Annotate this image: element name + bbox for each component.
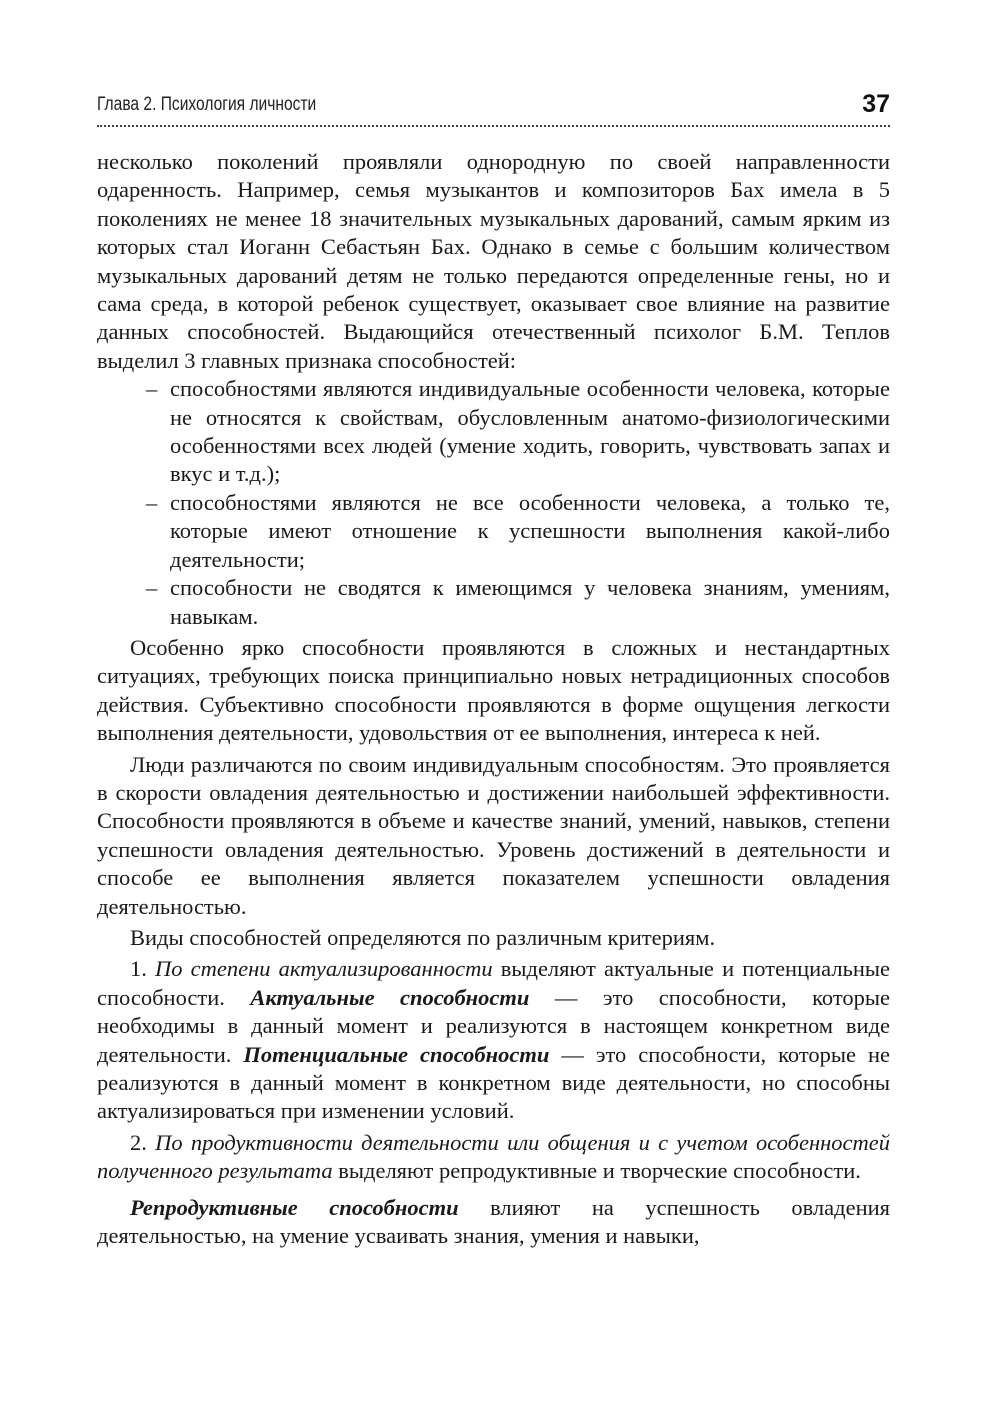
- item-number: 2.: [130, 1129, 156, 1155]
- paragraph-manifestation: Особенно ярко способности проявляются в сложных и нестандартных ситуациях, требующих поиска принципиально новых нетрадиционных способов действия. Субъективно способности проявляются в форме ощущения легкости выполнения деятельности, удовольствия от ее выполнения, интереса к ней.: [97, 634, 890, 746]
- term-actual-abilities: Актуальные способности: [250, 984, 530, 1010]
- paragraph-reproductive: [97, 1194, 890, 1251]
- list-item: – способности не сводятся к имеющимся у человека знаниям, умениям, навыкам.: [97, 574, 890, 631]
- paragraph-text: влияют на успешность овладения деятельностью, на умение усваивать знания, умения и навыки,: [97, 1194, 890, 1249]
- paragraph-heredity: несколько поколений проявляли однородную по своей направленности одаренность. Например, семья музыкантов и композиторов Бах имела в 5 поколениях не менее 18 значительных музыкальных дарований, самым ярким из которых стал Иоганн Себастьян Бах. Однако в семье с большим количеством музыкальных дарований детям не только передаются определенные гены, но и сама среда, в которой ребенок существует, оказывает свое влияние на развитие данных способностей. Выдающийся отечественный психолог Б.М. Теплов выделил 3 главных признака способностей:: [97, 149, 890, 373]
- page-number: 37: [862, 90, 890, 118]
- paragraph-actualization: [97, 955, 890, 1125]
- paragraph-productivity: [97, 1129, 890, 1186]
- paragraph-types-intro: Виды способностей определяются по различным критериям.: [130, 924, 716, 950]
- term-reproductive-abilities: Репродуктивные способности: [130, 1194, 459, 1220]
- item-number: 1.: [130, 956, 156, 982]
- paragraph-text: — это способности, которые не реализуются в данный момент в конкретном виде деятельности, но способны актуализироваться при изменении условий.: [97, 1041, 890, 1124]
- paragraph-text: выделяют актуальные и потенциальные способности.: [97, 956, 891, 1010]
- list-item: – способностями являются не все особенности человека, а только те, которые имеют отношение к успешности выполнения какой-либо деятельности;: [97, 489, 890, 574]
- criterion-text: По степени актуализированности: [155, 956, 493, 982]
- page-header: [97, 88, 890, 128]
- chapter-title: Глава 2. Психология личности: [97, 94, 317, 115]
- term-potential-abilities: Потенциальные способности: [243, 1041, 550, 1067]
- paragraph-text: — это способности, которые необходимы в данный момент и реализуются в настоящем конкретном виде деятельности.: [97, 984, 891, 1067]
- abilities-signs-list: [97, 375, 890, 631]
- paragraph-individual-differences: Люди различаются по своим индивидуальным способностям. Это проявляется в скорости овладения деятельностью и достижении наибольшей эффективности. Способности проявляются в объеме и качестве знаний, умений, навыков, степени успешности овладения деятельностью. Уровень достижений в деятельности и способе ее выполнения является показателем успешности овладения деятельностью.: [97, 751, 890, 919]
- paragraph-text: выделяют репродуктивные и творческие способности.: [332, 1158, 861, 1184]
- criterion-text: По продуктивности деятельности или общения и с учетом особенностей полученного результата: [97, 1129, 891, 1184]
- list-item: – способностями являются индивидуальные особенности человека, которые не относятся к свойствам, обусловленным анатомо-физиологическими особенностями всех людей (умение ходить, говорить, чувствовать запах и вкус и т.д.);: [97, 375, 890, 489]
- page-body: [97, 148, 890, 1250]
- header-dotted-rule: [97, 125, 890, 127]
